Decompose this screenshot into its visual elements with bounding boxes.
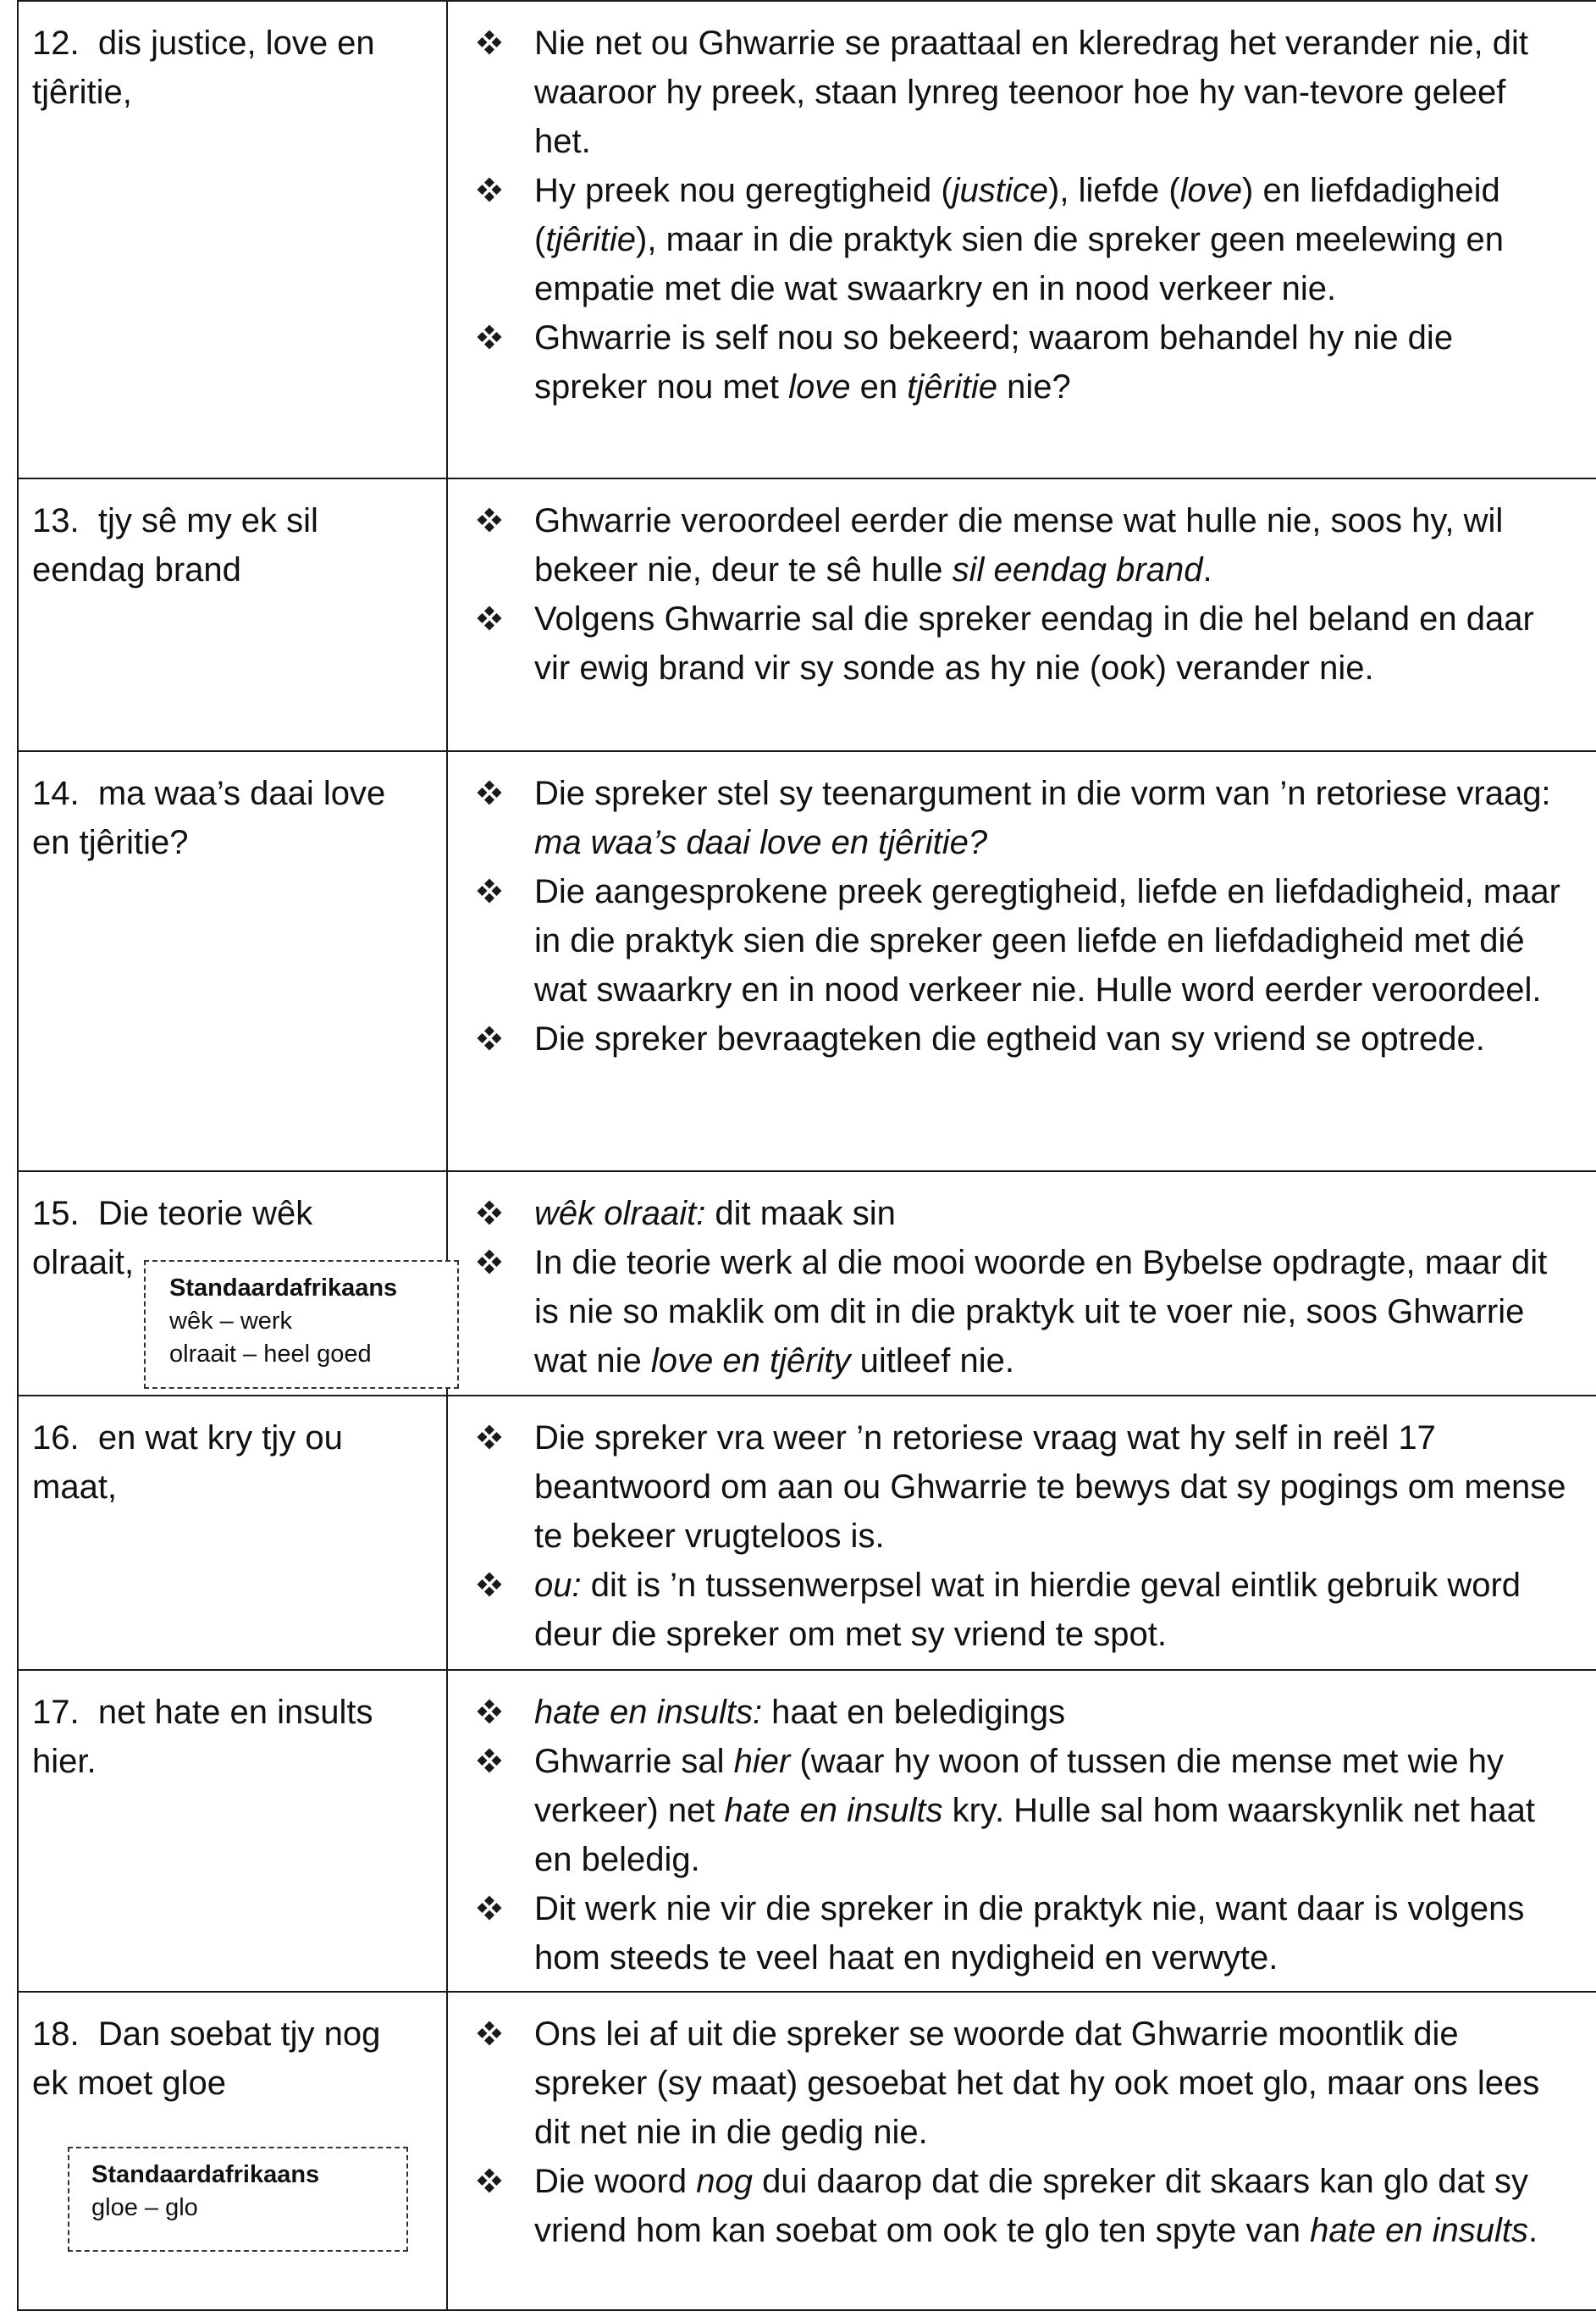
bullet-point xyxy=(477,19,1571,166)
text-run: . xyxy=(1202,551,1212,589)
italic-text-run: love xyxy=(1179,172,1243,209)
bullet-point xyxy=(477,594,1571,693)
bullet-point xyxy=(477,1688,1571,1737)
text-run: dit maak sin xyxy=(705,1195,896,1232)
text-run: Die spreker bevraagteken die egtheid van sy vriend se optrede. xyxy=(534,1020,1485,1058)
bullet-point xyxy=(477,313,1571,412)
explanation-cell xyxy=(447,1,1596,478)
bullet-point xyxy=(477,1238,1571,1385)
italic-text-run: justice xyxy=(952,172,1049,209)
text-run: ) en liefdadigheid ( xyxy=(534,172,1500,258)
explanation-cell xyxy=(447,1171,1596,1396)
text-run: Volgens Ghwarrie sal die spreker eendag in die hel beland en daar vir ewig brand vir sy sonde as hy nie (ook) verander nie. xyxy=(534,600,1534,687)
bullet-point xyxy=(477,166,1571,313)
gloss-title: Standaardafrikaans xyxy=(169,1274,398,1302)
bullet-list xyxy=(448,479,1596,693)
text-run: ), maar in die praktyk sien die spreker geen meelewing en empatie met die wat swaarkry en in nood verkeer nie. xyxy=(534,221,1504,307)
italic-text-run: love xyxy=(788,368,851,406)
table-row xyxy=(18,751,1596,1171)
four-diamond-bullet-icon xyxy=(477,2021,502,2046)
bullet-point xyxy=(477,2010,1571,2157)
italic-text-run: hate en insults xyxy=(1310,2212,1529,2249)
term-cell xyxy=(18,1992,447,2310)
text-run: en xyxy=(850,368,908,406)
four-diamond-bullet-icon xyxy=(477,1200,502,1225)
bullet-point xyxy=(477,769,1571,867)
gloss-line: olraait – heel goed xyxy=(169,1341,372,1368)
table-body xyxy=(18,1,1596,2310)
standard-afrikaans-gloss-box xyxy=(144,1260,459,1389)
four-diamond-bullet-icon xyxy=(477,1424,502,1450)
text-run: Die aangesprokene preek geregtigheid, liefde en liefdadigheid, maar in die praktyk sien die spreker geen liefde en liefdadigheid met dié wat swaarkry en in nood verkeer nie. Hulle word eerder veroordeel. xyxy=(534,873,1560,1009)
text-run: Die woord xyxy=(534,2163,697,2200)
bullet-list xyxy=(448,1671,1596,1982)
term-text: 12. dis justice, love en tjêritie, xyxy=(32,25,384,111)
gloss-line: wêk – werk xyxy=(169,1308,293,1335)
text-run: Ghwarrie sal xyxy=(534,1743,734,1780)
italic-text-run: ou: xyxy=(534,1567,582,1604)
four-diamond-bullet-icon xyxy=(477,1026,502,1051)
table-row xyxy=(18,1670,1596,1992)
term-text: 13. tjy sê my ek sil eendag brand xyxy=(32,502,328,589)
four-diamond-bullet-icon xyxy=(477,1699,502,1724)
italic-text-run: hier xyxy=(733,1743,791,1780)
gloss-line: gloe – glo xyxy=(91,2194,198,2221)
four-diamond-bullet-icon xyxy=(477,30,502,55)
italic-text-run: nog xyxy=(696,2163,753,2200)
term-text: 18. Dan soebat tjy nog ek moet gloe xyxy=(32,2015,390,2102)
text-run: haat en beledigings xyxy=(762,1694,1066,1731)
explanation-cell xyxy=(447,1992,1596,2310)
bullet-point xyxy=(477,1413,1571,1561)
text-run: kry. Hulle sal hom waarskynlik net haat en beledig. xyxy=(534,1792,1536,1878)
text-run: dit is ’n tussenwerpsel wat in hierdie geval eintlik gebruik word deur die spreker om met sy vriend te spot. xyxy=(534,1567,1521,1653)
text-run: . xyxy=(1528,2212,1538,2249)
term-cell xyxy=(18,1396,447,1670)
text-run: Nie net ou Ghwarrie se praattaal en kleredrag het verander nie, dit waaroor hy preek, staan lynreg teenoor hoe hy van-tevore geleef het. xyxy=(534,25,1529,160)
text-run: Ghwarrie is self nou so bekeerd; waarom behandel hy nie die spreker nou met xyxy=(534,319,1454,406)
term-cell xyxy=(18,751,447,1171)
explanation-cell xyxy=(447,1396,1596,1670)
bullet-list xyxy=(448,1172,1596,1385)
text-run: Ghwarrie veroordeel eerder die mense wat hulle nie, soos hy, wil bekeer nie, deur te sê hulle xyxy=(534,502,1504,589)
italic-text-run: tjêritie xyxy=(907,368,997,406)
italic-text-run: hate en insults xyxy=(724,1792,943,1829)
bullet-list xyxy=(448,1993,1596,2255)
italic-text-run: ma waa’s daai love en tjêritie? xyxy=(534,824,988,861)
bullet-list xyxy=(448,1396,1596,1659)
bullet-point xyxy=(477,496,1571,594)
explanation-cell xyxy=(447,751,1596,1171)
standard-afrikaans-gloss-box xyxy=(68,2147,408,2252)
term-text: 15. Die teorie wêk olraait, xyxy=(32,1195,323,1281)
four-diamond-bullet-icon xyxy=(477,1249,502,1274)
term-cell xyxy=(18,1171,447,1396)
text-run: dui daarop dat die spreker dit skaars kan glo dat sy vriend hom kan soebat om ook te glo ten spyte van xyxy=(534,2163,1529,2249)
table-row xyxy=(18,478,1596,751)
italic-text-run: sil eendag brand xyxy=(952,551,1203,589)
italic-text-run: wêk olraait: xyxy=(534,1195,706,1232)
bullet-list xyxy=(448,752,1596,1064)
italic-text-run: hate en insults: xyxy=(534,1694,763,1731)
gloss-title: Standaardafrikaans xyxy=(91,2161,320,2188)
term-cell xyxy=(18,478,447,751)
four-diamond-bullet-icon xyxy=(477,2168,502,2193)
four-diamond-bullet-icon xyxy=(477,177,502,202)
four-diamond-bullet-icon xyxy=(477,878,502,904)
bullet-point xyxy=(477,867,1571,1015)
four-diamond-bullet-icon xyxy=(477,1572,502,1597)
four-diamond-bullet-icon xyxy=(477,780,502,805)
table-row xyxy=(18,1171,1596,1396)
term-cell xyxy=(18,1,447,478)
bullet-list xyxy=(448,2,1596,412)
term-cell xyxy=(18,1670,447,1992)
table-row xyxy=(18,1,1596,478)
text-run: Dit werk nie vir die spreker in die praktyk nie, want daar is volgens hom steeds te veel haat en nydigheid en verwyte. xyxy=(534,1890,1525,1977)
text-run: Hy preek nou geregtigheid ( xyxy=(534,172,953,209)
bullet-point xyxy=(477,1015,1571,1064)
text-run: In die teorie werk al die mooi woorde en Bybelse opdragte, maar dit is nie so maklik om dit in die praktyk uit te voer nie, soos Ghwarrie wat nie xyxy=(534,1244,1548,1379)
text-run: Ons lei af uit die spreker se woorde dat Ghwarrie moontlik die spreker (sy maat) gesoebat het dat hy ook moet glo, maar ons lees dit net nie in die gedig nie. xyxy=(534,2015,1540,2151)
table-row xyxy=(18,1992,1596,2310)
bullet-point xyxy=(477,2157,1571,2255)
term-text: 17. net hate en insults hier. xyxy=(32,1694,383,1780)
four-diamond-bullet-icon xyxy=(477,1895,502,1921)
italic-text-run: love en tjêrity xyxy=(650,1342,851,1379)
bullet-point xyxy=(477,1189,1571,1238)
bullet-point xyxy=(477,1884,1571,1982)
explanation-cell xyxy=(447,478,1596,751)
explanation-cell xyxy=(447,1670,1596,1992)
text-run: uitleef nie. xyxy=(850,1342,1014,1379)
four-diamond-bullet-icon xyxy=(477,605,502,631)
four-diamond-bullet-icon xyxy=(477,507,502,533)
italic-text-run: tjêritie xyxy=(545,221,637,258)
text-run: Die spreker vra weer ’n retoriese vraag wat hy self in reël 17 beantwoord om aan ou Ghwarrie te bewys dat sy pogings om mense te bekeer vrugteloos is. xyxy=(534,1419,1566,1555)
text-run: ), liefde ( xyxy=(1048,172,1180,209)
text-run: (waar hy woon of tussen die mense met wie hy verkeer) net xyxy=(534,1743,1504,1829)
table-row xyxy=(18,1396,1596,1670)
text-run: Die spreker stel sy teenargument in die vorm van ’n retoriese vraag: xyxy=(534,775,1551,812)
bullet-point xyxy=(477,1737,1571,1884)
four-diamond-bullet-icon xyxy=(477,1748,502,1773)
term-text: 14. ma waa’s daai love en tjêritie? xyxy=(32,775,395,861)
term-text: 16. en wat kry tjy ou maat, xyxy=(32,1419,352,1506)
poem-analysis-table xyxy=(17,0,1596,2311)
four-diamond-bullet-icon xyxy=(477,324,502,350)
text-run: nie? xyxy=(997,368,1071,406)
bullet-point xyxy=(477,1561,1571,1659)
